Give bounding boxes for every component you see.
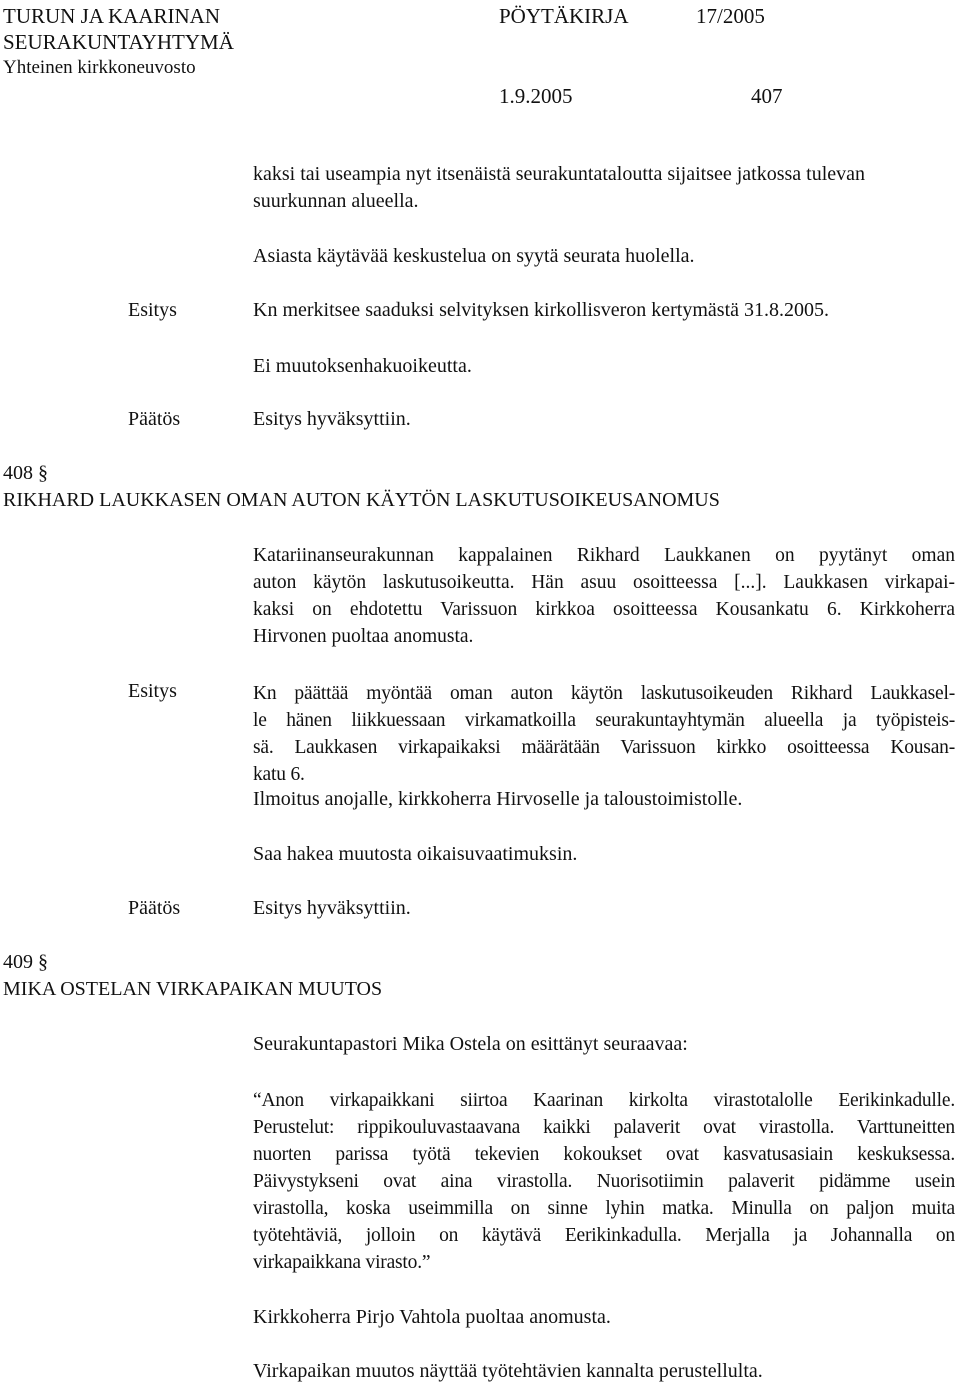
appeal-note: Ei muutoksenhakuoikeutta. xyxy=(253,355,472,377)
quote-line: Päivystykseni ovat aina virastolla. Nuorisotiimin palaverit pidämme usein xyxy=(253,1171,955,1192)
closing-line: Virkapaikan muutos näyttää työtehtävien kannalta perustellulta. xyxy=(253,1360,763,1382)
esitys-line: le hänen liikkuessaan virkamatkoilla seurakuntayhtymän alueella ja työpisteis- xyxy=(253,710,955,731)
esitys-line: katu 6. xyxy=(253,764,305,785)
section-408-number xyxy=(3,462,48,485)
section-408-title: RIKHARD LAUKKASEN OMAN AUTON KÄYTÖN LASKUTUSOIKEUSANOMUS xyxy=(3,489,720,511)
quote-line: Perustelut: rippikouluvastaavana kaikki palaverit ovat virastolla. Varttuneitten xyxy=(253,1117,955,1138)
quote-line: virastolla, koska useimmilla on sinne lyhin matka. Minulla on paljon muita xyxy=(253,1198,955,1219)
section-409-number xyxy=(3,951,48,974)
quote-line: nuorten parissa työtä tekevien kokoukset ovat kasvatusasiain keskuksessa. xyxy=(253,1144,955,1165)
paatos-text: Esitys hyväksyttiin. xyxy=(253,897,411,919)
continuation-para2: Asiasta käytävää keskustelua on syytä seurata huolella. xyxy=(253,245,695,267)
appeal-line: Saa hakea muutosta oikaisuvaatimuksin. xyxy=(253,843,578,865)
intro-line: auton käytön laskutusoikeutta. Hän asuu osoitteessa [...]. Laukkasen virkapai- xyxy=(253,572,955,593)
document-type: PÖYTÄKIRJA xyxy=(499,4,629,28)
paatos-text: Esitys hyväksyttiin. xyxy=(253,408,411,430)
section-409-quote xyxy=(253,1087,955,1276)
org-name-line2: SEURAKUNTAYHTYMÄ xyxy=(3,30,234,54)
quote-line: “Anon virkapaikkani siirtoa Kaarinan kirkolta virastotalolle Eerikinkadulle. xyxy=(253,1090,955,1111)
esitys-line: sä. Laukkasen virkapaikaksi määrätään Varissuon kirkko osoitteessa Kousan- xyxy=(253,737,955,758)
section-number: 408 xyxy=(3,462,33,484)
page-number: 407 xyxy=(751,84,783,108)
quote-line: työtehtäviä, jolloin on käytävä Eerikinkadulla. Merjalla ja Johannalla on xyxy=(253,1225,955,1246)
support-line: Kirkkoherra Pirjo Vahtola puoltaa anomusta. xyxy=(253,1306,611,1328)
continuation-line1: kaksi tai useampia nyt itsenäistä seurakuntataloutta sijaitsee jatkossa tulevan xyxy=(253,163,866,185)
section-408-intro xyxy=(253,542,955,650)
org-name-line1: TURUN JA KAARINAN xyxy=(3,4,221,28)
section-symbol: § xyxy=(38,462,48,484)
paatos-label: Päätös xyxy=(128,897,181,919)
intro-line: Katariinanseurakunnan kappalainen Rikhard Laukkanen on pyytänyt oman xyxy=(253,545,955,566)
esitys-label: Esitys xyxy=(128,680,177,702)
section-409-title: MIKA OSTELAN VIRKAPAIKAN MUUTOS xyxy=(3,978,383,1000)
quote-line: virkapaikkana virasto.” xyxy=(253,1252,431,1273)
intro-line: kaksi on ehdotettu Varissuon kirkkoa osoitteessa Kousankatu 6. Kirkkoherra xyxy=(253,599,955,620)
org-name-line3: Yhteinen kirkkoneuvosto xyxy=(3,57,196,78)
document-date: 1.9.2005 xyxy=(499,84,573,108)
section-408-esitys xyxy=(253,680,955,788)
esitys-text: Kn merkitsee saaduksi selvityksen kirkollisveron kertymästä 31.8.2005. xyxy=(253,299,830,321)
continuation-line2: suurkunnan alueella. xyxy=(253,190,419,212)
document-number: 17/2005 xyxy=(696,4,765,28)
section-symbol: § xyxy=(38,951,48,973)
esitys-label: Esitys xyxy=(128,299,177,321)
section-number: 409 xyxy=(3,951,33,973)
esitys-line: Kn päättää myöntää oman auton käytön laskutusoikeuden Rikhard Laukkasel- xyxy=(253,683,955,704)
section-409-intro: Seurakuntapastori Mika Ostela on esittänyt seuraavaa: xyxy=(253,1033,688,1055)
intro-line: Hirvonen puoltaa anomusta. xyxy=(253,626,474,647)
notice-line: Ilmoitus anojalle, kirkkoherra Hirvoselle ja taloustoimistolle. xyxy=(253,788,743,810)
paatos-label: Päätös xyxy=(128,408,181,430)
